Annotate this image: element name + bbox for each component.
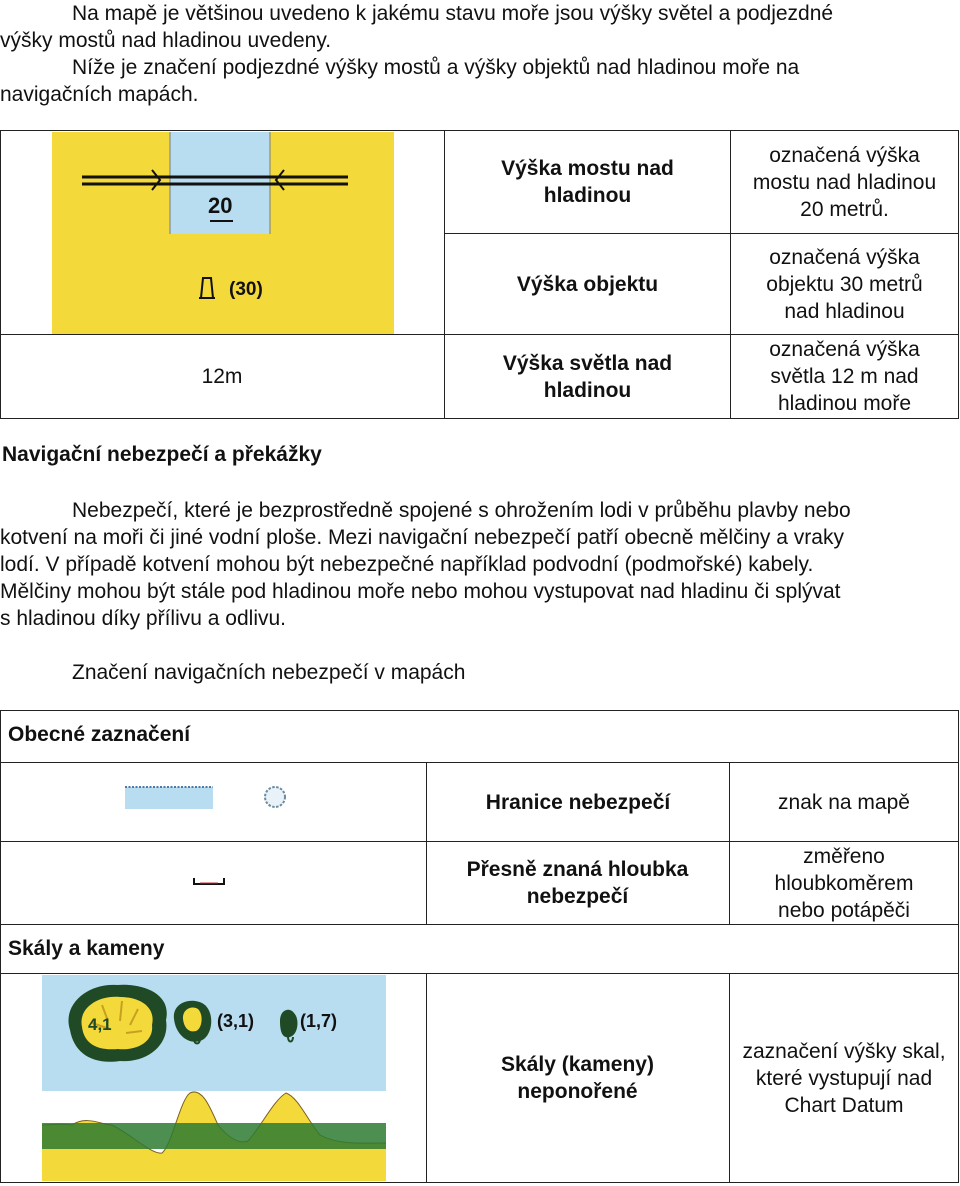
intro-line-3: Níže je značení podjezdné výšky mostů a výšky objektů nad hladinou moře na [72, 56, 800, 79]
intro-paragraph [0, 0, 960, 108]
rock-label-large: 4,1 [88, 1015, 112, 1034]
light-height-title: Výška světla nad hladinou [502, 351, 673, 402]
hazards-heading: Navigační nebezpečí a překážky [2, 443, 322, 466]
bridge-height-desc: označená výška mostu nad hladinou 20 metrů. [752, 143, 937, 221]
danger-boundary-title: Hranice nebezpečí [485, 790, 671, 814]
hazards-line-4: Mělčiny mohou být stále pod hladinou moře nebo mohou vystupovat nad hladinu či splývat [0, 580, 841, 603]
known-depth-desc: změřeno hloubkoměrem nebo potápěči [774, 844, 914, 922]
hazards-line-2: kotvení na moři či jiné vodní ploše. Mezi navigační nebezpečí patří obecně mělčiny a vraky [0, 526, 844, 549]
light-height-desc: označená výška světla 12 m nad hladinou moře [769, 338, 920, 415]
object-height-desc: označená výška objektu 30 metrů nad hladinou [766, 245, 923, 323]
light-height-label: 12m [201, 365, 243, 388]
rocks-map-image [42, 975, 386, 1181]
rock-label-small: (1,7) [300, 1011, 338, 1031]
rocks-desc: zaznačení výšky skal, které vystupují nad Chart Datum [742, 1039, 946, 1117]
general-marking-header: Obecné zaznačení [8, 723, 191, 746]
danger-boundary-symbols [120, 784, 300, 814]
rock-label-medium: (3,1) [217, 1011, 255, 1031]
object-height-title: Výška objektu [516, 272, 659, 296]
hazards-paragraph [0, 497, 960, 632]
bridge-height-title: Výška mostu nad hladinou [501, 157, 674, 207]
rocks-header: Skály a kameny [8, 937, 165, 960]
bridge-height-label: 20 [208, 193, 233, 218]
hazards-line-5: s hladinou díky přílivu a odlivu. [0, 607, 286, 630]
known-depth-symbol [190, 872, 230, 892]
bridge-object-map-image [52, 132, 394, 334]
hazards-line-3: lodí. V případě kotvení mohou být nebezpečné například podvodní (podmořské) kabely. [0, 553, 814, 576]
intro-line-4: navigačních mapách. [0, 83, 199, 106]
danger-boundary-desc: znak na mapě [778, 790, 910, 814]
hazards-marking-subheading: Značení navigačních nebezpečí v mapách [72, 661, 466, 684]
rocks-title: Skály (kameny) neponořené [501, 1053, 654, 1103]
known-depth-title: Přesně znaná hloubka nebezpečí [466, 858, 689, 908]
object-height-label: (30) [229, 279, 263, 300]
intro-line-1: Na mapě je většinou uvedeno k jakému stavu moře jsou výšky světel a podjezdné [72, 2, 834, 25]
hazards-line-1: Nebezpečí, které je bezprostředně spojené s ohrožením lodi v průběhu plavby nebo [72, 499, 851, 522]
intro-line-2: výšky mostů nad hladinou uvedeny. [0, 29, 332, 52]
